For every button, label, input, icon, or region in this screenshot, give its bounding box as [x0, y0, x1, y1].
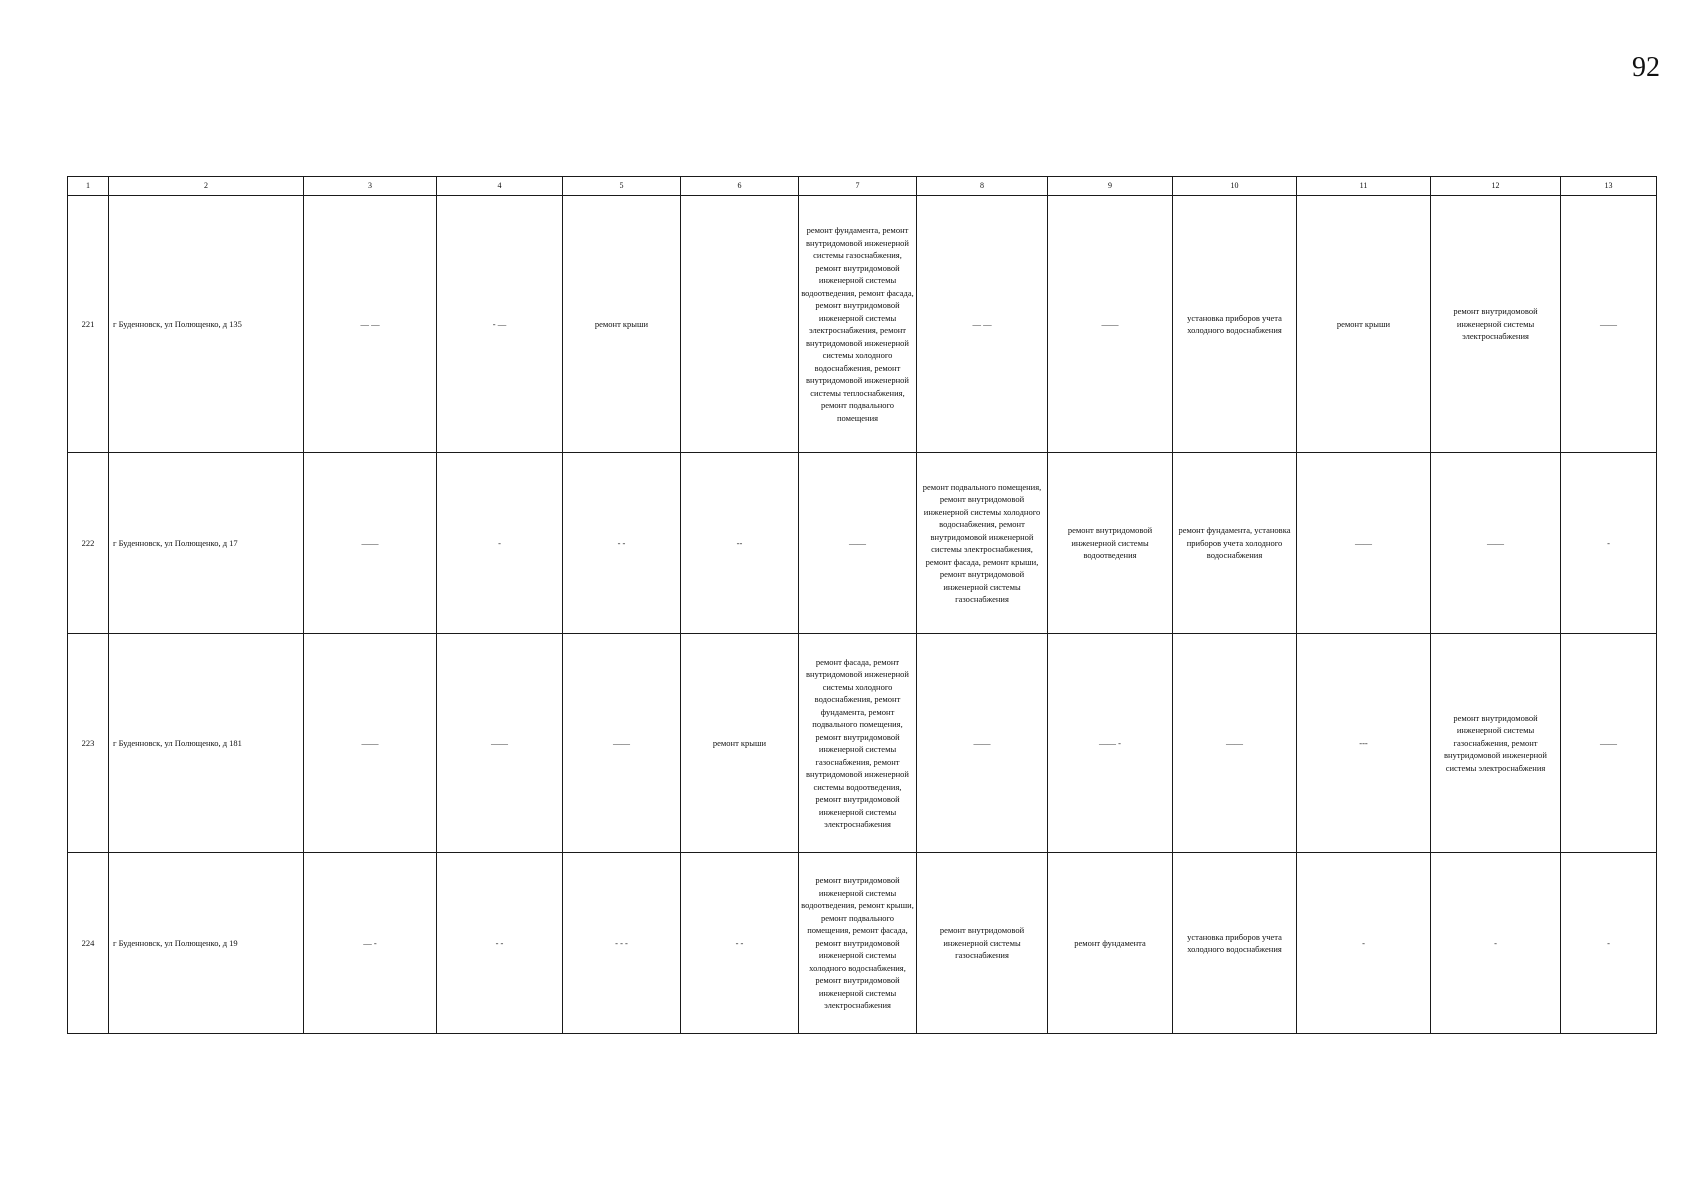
table-cell: ремонт подвального помещения, ремонт внутридомовой инженерной системы холодного водоснабжения, ремонт внутридомовой инженерной системы электроснабжения, ремонт фасада, ремонт крыши, ремонт внутридомовой инженерной системы газоснабжения — [917, 453, 1048, 634]
table-row — [68, 453, 1657, 634]
address-cell: г Буденновск, ул Полющенко, д 135 — [109, 196, 304, 453]
table-cell: ремонт фундамента, ремонт внутридомовой инженерной системы газоснабжения, ремонт внутридомовой инженерной системы водоотведения, ремонт фасада, ремонт внутридомовой инженерной системы электроснабжения, ремонт внутридомовой инженерной системы холодного водоснабжения, ремонт внутридомовой инженерной системы теплоснабжения, ремонт подвального помещения — [799, 196, 917, 453]
table-cell: - — [1431, 853, 1561, 1034]
table-cell: ремонт внутридомовой инженерной системы газоснабжения — [917, 853, 1048, 1034]
table-cell: ремонт внутридомовой инженерной системы газоснабжения, ремонт внутридомовой инженерной системы электроснабжения — [1431, 634, 1561, 853]
row-number: 224 — [68, 853, 109, 1034]
table-cell: установка приборов учета холодного водоснабжения — [1173, 853, 1297, 1034]
table-cell: —— — [917, 634, 1048, 853]
table-cell: установка приборов учета холодного водоснабжения — [1173, 196, 1297, 453]
column-number: 11 — [1297, 177, 1431, 196]
table-cell: —— — [1431, 453, 1561, 634]
column-number: 9 — [1048, 177, 1173, 196]
column-number: 3 — [304, 177, 437, 196]
table-cell: ремонт крыши — [1297, 196, 1431, 453]
table-cell: —— - — [1048, 634, 1173, 853]
address-cell: г Буденновск, ул Полющенко, д 17 — [109, 453, 304, 634]
address-cell: г Буденновск, ул Полющенко, д 19 — [109, 853, 304, 1034]
column-number: 13 — [1561, 177, 1657, 196]
column-number-row — [68, 177, 1657, 196]
column-number: 2 — [109, 177, 304, 196]
table-cell: - — — [437, 196, 563, 453]
table-cell: - — [1561, 453, 1657, 634]
column-number: 1 — [68, 177, 109, 196]
column-number: 4 — [437, 177, 563, 196]
table-cell: ремонт фасада, ремонт внутридомовой инженерной системы холодного водоснабжения, ремонт фундамента, ремонт подвального помещения, ремонт внутридомовой инженерной системы газоснабжения, ремонт внутридомовой инженерной системы водоотведения, ремонт внутридомовой инженерной системы электроснабжения — [799, 634, 917, 853]
table-cell: ремонт крыши — [563, 196, 681, 453]
column-number: 5 — [563, 177, 681, 196]
table-cell: - — [1297, 853, 1431, 1034]
table-row — [68, 853, 1657, 1034]
column-number: 7 — [799, 177, 917, 196]
table-row — [68, 634, 1657, 853]
table-cell: —— — [1173, 634, 1297, 853]
table-cell: ремонт крыши — [681, 634, 799, 853]
row-number: 222 — [68, 453, 109, 634]
table-cell: —— — [563, 634, 681, 853]
table-cell: —— — [1048, 196, 1173, 453]
table-cell: ремонт внутридомовой инженерной системы водоотведения — [1048, 453, 1173, 634]
row-number: 223 — [68, 634, 109, 853]
table-cell: —— — [304, 634, 437, 853]
table-cell: ремонт фундамента, установка приборов учета холодного водоснабжения — [1173, 453, 1297, 634]
table-cell: - — [1561, 853, 1657, 1034]
table-cell: - - - — [563, 853, 681, 1034]
table-row — [68, 196, 1657, 453]
address-cell: г Буденновск, ул Полющенко, д 181 — [109, 634, 304, 853]
table-cell: — — — [304, 196, 437, 453]
table-cell: —— — [799, 453, 917, 634]
table-cell: -- — [681, 453, 799, 634]
table-cell: —— — [1297, 453, 1431, 634]
repair-schedule-table — [67, 176, 1657, 1034]
column-number: 12 — [1431, 177, 1561, 196]
table-cell: — - — [304, 853, 437, 1034]
table-cell: - — [437, 453, 563, 634]
column-number: 8 — [917, 177, 1048, 196]
table-cell: —— — [304, 453, 437, 634]
row-number: 221 — [68, 196, 109, 453]
table-cell: ремонт внутридомовой инженерной системы электроснабжения — [1431, 196, 1561, 453]
table-cell: —— — [1561, 634, 1657, 853]
table-cell — [681, 196, 799, 453]
column-number: 6 — [681, 177, 799, 196]
table-cell: - - — [563, 453, 681, 634]
table-cell: --- — [1297, 634, 1431, 853]
table-cell: - - — [437, 853, 563, 1034]
table-cell: — — — [917, 196, 1048, 453]
table-cell: ремонт внутридомовой инженерной системы водоотведения, ремонт крыши, ремонт подвального помещения, ремонт фасада, ремонт внутридомовой инженерной системы холодного водоснабжения, ремонт внутридомовой инженерной системы электроснабжения — [799, 853, 917, 1034]
column-number: 10 — [1173, 177, 1297, 196]
page-number: 92 — [1632, 52, 1660, 83]
table-cell: —— — [1561, 196, 1657, 453]
table-cell: - - — [681, 853, 799, 1034]
table-cell: —— — [437, 634, 563, 853]
table-cell: ремонт фундамента — [1048, 853, 1173, 1034]
